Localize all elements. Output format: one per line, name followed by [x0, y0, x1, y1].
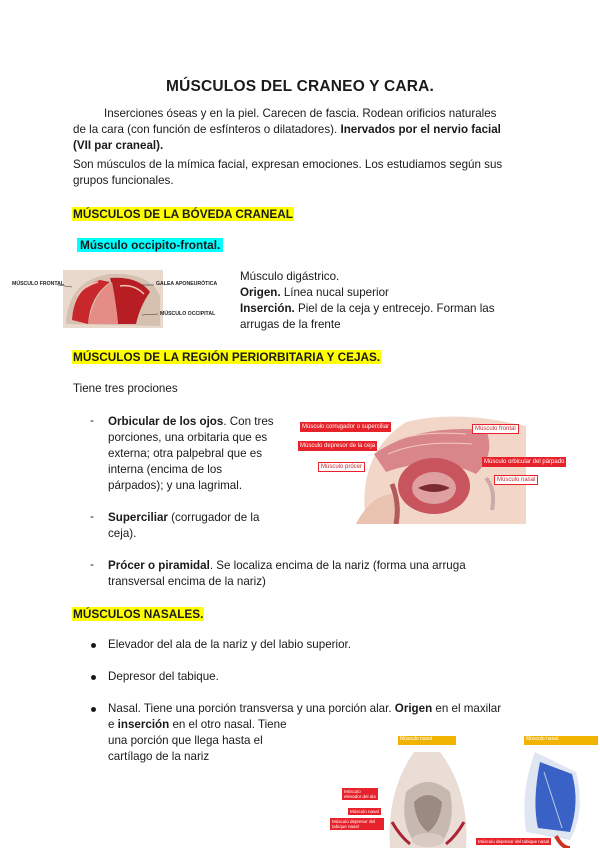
nasal-fig-top-left-label: Músculo nasal	[400, 736, 432, 742]
label-galea-aponeurotica: GALEA APONEURÓTICA	[156, 281, 218, 287]
bullet-dot	[91, 675, 96, 680]
superciliar-line-2: ceja).	[108, 527, 137, 540]
orbicular-line-5: párpados); y una lagrimal.	[108, 479, 243, 492]
label-nasal: Músculo nasal	[494, 475, 538, 485]
nasal-bullet-1: Elevador del ala de la nariz y del labio superior.	[108, 638, 351, 651]
procer-line-1: Prócer o piramidal. Se localiza encima de la nariz (forma una arruga	[108, 559, 466, 572]
label-musculo-nasal: Músculo nasal	[350, 809, 379, 814]
intro-line-4: Son músculos de la mímica facial, expresan emociones. Los estudiamos según sus	[73, 158, 503, 171]
label-depresor-tabique-2: Músculo depresor del tabique nasal	[478, 839, 550, 844]
superciliar-line-1: Superciliar (corrugador de la	[108, 511, 260, 524]
orbicular-line-1: Orbicular de los ojos. Con tres	[108, 415, 274, 428]
nasal-bullet-3-line-1: Nasal. Tiene una porción transversa y una porción alar. Origen en el maxilar	[108, 702, 502, 715]
section-heading-periorbitaria: MÚSCULOS DE LA REGIÓN PERIORBITARIA Y CEJAS.	[73, 350, 381, 364]
periorbitaria-intro: Tiene tres prociones	[73, 382, 178, 395]
page-title: MÚSCULOS DEL CRANEO Y CARA.	[165, 78, 435, 95]
dash-marker: -	[90, 510, 94, 523]
nasal-figure	[330, 732, 600, 848]
intro-line-1: Inserciones óseas y en la piel. Carecen de fascia. Rodean orificios naturales	[104, 107, 497, 120]
occipito-insertion-2: arrugas de la frente	[240, 318, 341, 331]
nasal-bullet-2: Depresor del tabique.	[108, 670, 219, 683]
orbicular-line-4: interna (encima de los	[108, 463, 223, 476]
label-depresor-tabique: Músculo depresor del tabique nasal	[330, 818, 384, 830]
occipito-frontal-illustration	[10, 266, 238, 330]
dash-marker: -	[90, 414, 94, 427]
occipito-insertion: Inserción. Piel de la ceja y entrecejo. Forman las	[240, 302, 495, 315]
occipito-desc: Músculo digástrico.	[240, 270, 340, 283]
orbicular-line-3: externa; otra palpebral que es	[108, 447, 263, 460]
section-heading-nasales: MÚSCULOS NASALES.	[73, 607, 204, 621]
intro-line-5: grupos funcionales.	[73, 174, 174, 187]
occipito-origin: Origen. Línea nucal superior	[240, 286, 389, 299]
label-musculo-frontal: MÚSCULO FRONTAL	[12, 281, 65, 287]
label-procer: Músculo prócer	[318, 462, 365, 472]
occipito-frontal-figure	[10, 266, 238, 330]
intro-line-3: (VII par craneal).	[73, 139, 164, 152]
section-heading-boveda: MÚSCULOS DE LA BÓVEDA CRANEAL	[73, 207, 293, 221]
periorbital-figure	[296, 414, 592, 524]
label-frontal: Músculo frontal	[472, 424, 519, 434]
nasal-fig-top-right-label: Músculo nasal	[526, 736, 558, 742]
label-depresor-ceja: Músculo depresor de la ceja	[300, 443, 376, 449]
dash-marker: -	[90, 558, 94, 571]
label-musculo-occipital: MÚSCULO OCCIPITAL	[160, 311, 216, 317]
bullet-dot	[91, 643, 96, 648]
orbicular-line-2: porciones, una orbitaria que es	[108, 431, 268, 444]
label-orbicular-parpado: Músculo orbicular del párpado	[484, 459, 565, 465]
intro-line-2: de la cara (con función de esfínteros o dilatadores). Inervados por el nervio facial	[73, 123, 501, 136]
label-corrugador: Músculo corrugador o superciliar	[302, 424, 390, 430]
nasal-bullet-3-line-3: una porción que llega hasta el	[108, 734, 263, 747]
bullet-dot	[91, 707, 96, 712]
nasal-bullet-3-line-2: e inserción en el otro nasal. Tiene	[108, 718, 287, 731]
procer-line-2: transversal encima de la nariz)	[108, 575, 266, 588]
nasal-bullet-3-line-4: cartílago de la nariz	[108, 750, 210, 763]
label-elevador-ala: Músculo elevador del ala	[342, 788, 378, 800]
subheading-occipito-frontal: Músculo occipito-frontal.	[77, 236, 223, 254]
